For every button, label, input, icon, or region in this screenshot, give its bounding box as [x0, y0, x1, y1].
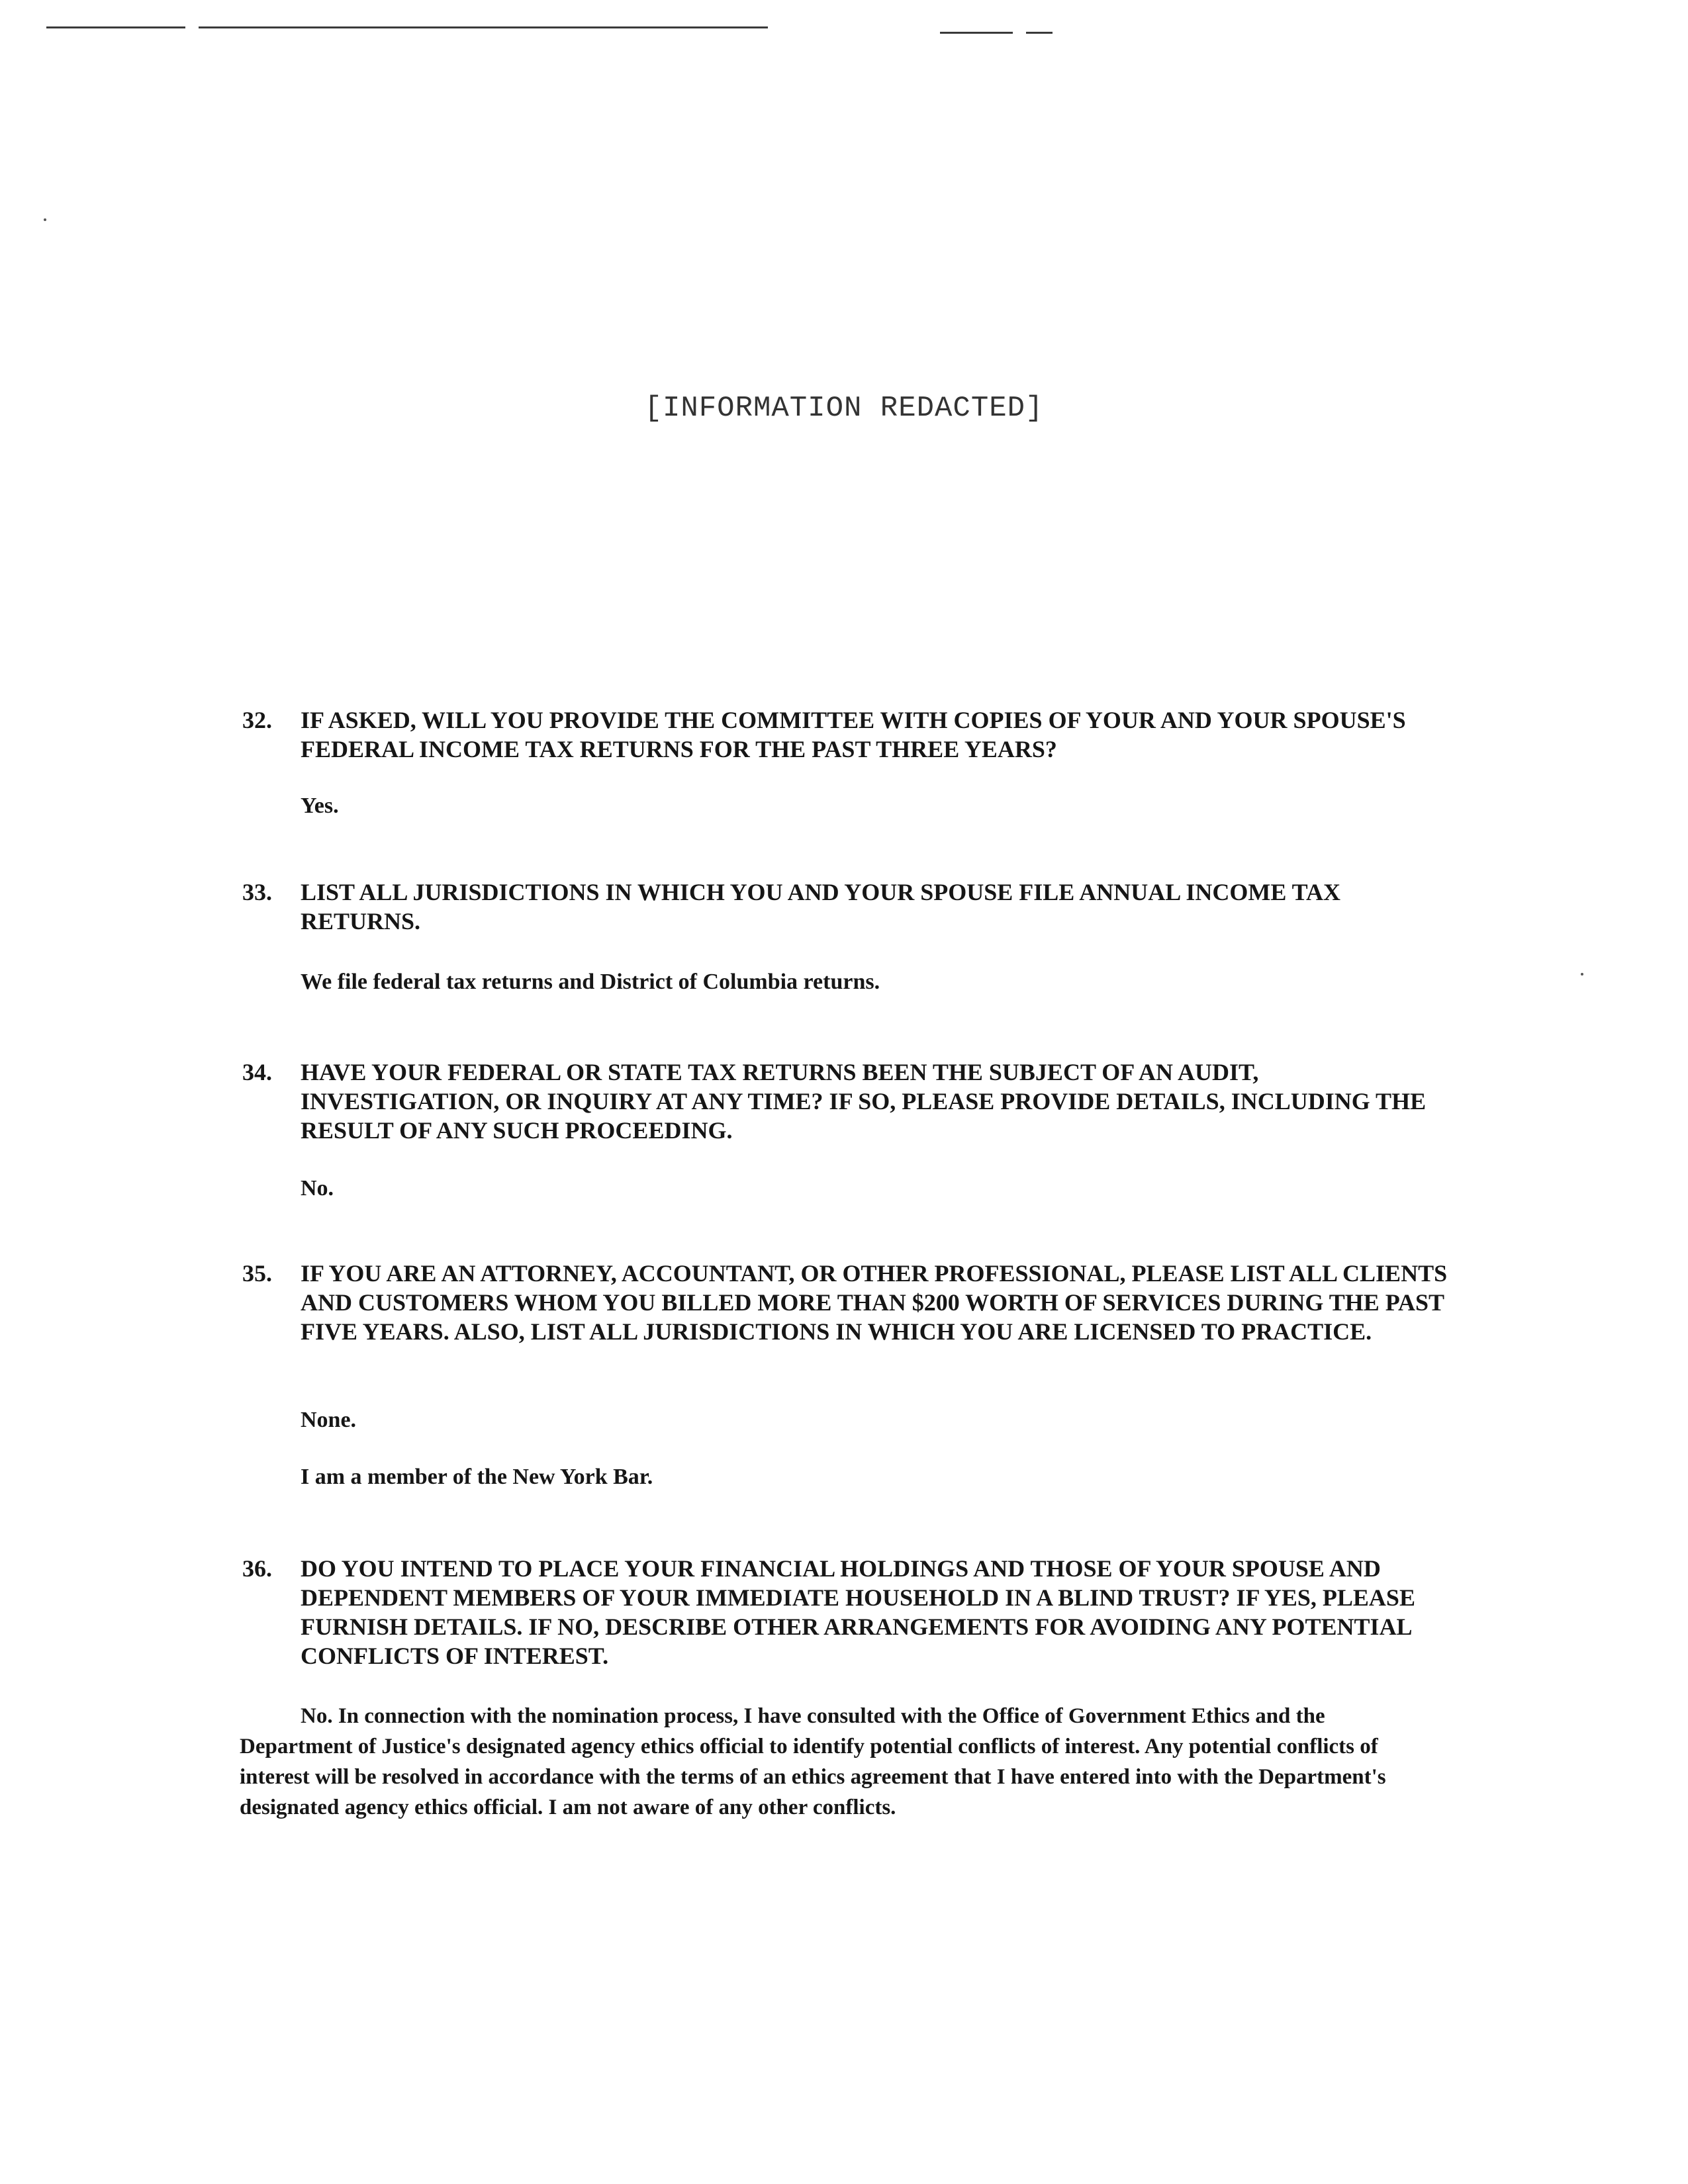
question-number: 33.	[242, 879, 272, 905]
answer-34: No.	[301, 1176, 334, 1201]
answer-36: No. In connection with the nomination process, I have consulted with the Office of Government Ethics and the Department of Justice's designated agency ethics official to identify potential conflicts of interest. Any potential conflicts of interest will be resolved in accordance with the terms of an ethics agreement that I have entered into with the Department's designated agency ethics official. I am not aware of any other conflicts.	[240, 1704, 1386, 1819]
answer-35-bar-membership: I am a member of the New York Bar.	[301, 1465, 653, 1489]
question-number: 34.	[242, 1059, 272, 1085]
scan-artifact-dot	[44, 218, 46, 221]
question-number: 35.	[242, 1260, 272, 1287]
question-text: LIST ALL JURISDICTIONS IN WHICH YOU AND YOUR SPOUSE FILE ANNUAL INCOME TAX RETURNS.	[301, 879, 1341, 934]
answer-33: We file federal tax returns and District of Columbia returns.	[301, 970, 880, 994]
answer-35-none: None.	[301, 1408, 357, 1432]
question-text: HAVE YOUR FEDERAL OR STATE TAX RETURNS BEEN THE SUBJECT OF AN AUDIT, INVESTIGATION, OR INQUIRY AT ANY TIME? IF SO, PLEASE PROVIDE DETAILS, INCLUDING THE RESULT OF ANY SUCH PROCEEDING.	[301, 1059, 1427, 1144]
question-text: IF ASKED, WILL YOU PROVIDE THE COMMITTEE WITH COPIES OF YOUR AND YOUR SPOUSE'S FEDERAL INCOME TAX RETURNS FOR THE PAST THREE YEARS?	[301, 707, 1406, 762]
scan-artifact-line	[199, 26, 768, 28]
question-text: DO YOU INTEND TO PLACE YOUR FINANCIAL HOLDINGS AND THOSE OF YOUR SPOUSE AND DEPENDENT MEMBERS OF YOUR IMMEDIATE HOUSEHOLD IN A BLIND TRUST? IF YES, PLEASE FURNISH DETAILS. IF NO, DESCRIBE OTHER ARRANGEMENTS FOR AVOIDING ANY POTENTIAL CONFLICTS OF INTEREST.	[301, 1555, 1415, 1669]
scan-artifact-dot	[1581, 973, 1583, 976]
scan-artifact-line	[46, 26, 185, 28]
question-text: IF YOU ARE AN ATTORNEY, ACCOUNTANT, OR OTHER PROFESSIONAL, PLEASE LIST ALL CLIENTS AND CUSTOMERS WHOM YOU BILLED MORE THAN $200 WORTH OF SERVICES DURING THE PAST FIVE YEARS. ALSO, LIST ALL JURISDICTIONS IN WHICH YOU ARE LICENSED TO PRACTICE.	[301, 1260, 1448, 1345]
answer-32: Yes.	[301, 794, 339, 818]
question-number: 36.	[242, 1555, 272, 1582]
redaction-notice: [INFORMATION REDACTED]	[644, 392, 1044, 425]
scan-artifact-line	[1026, 32, 1053, 34]
question-number: 32.	[242, 707, 272, 733]
scan-artifact-line	[940, 32, 1013, 34]
